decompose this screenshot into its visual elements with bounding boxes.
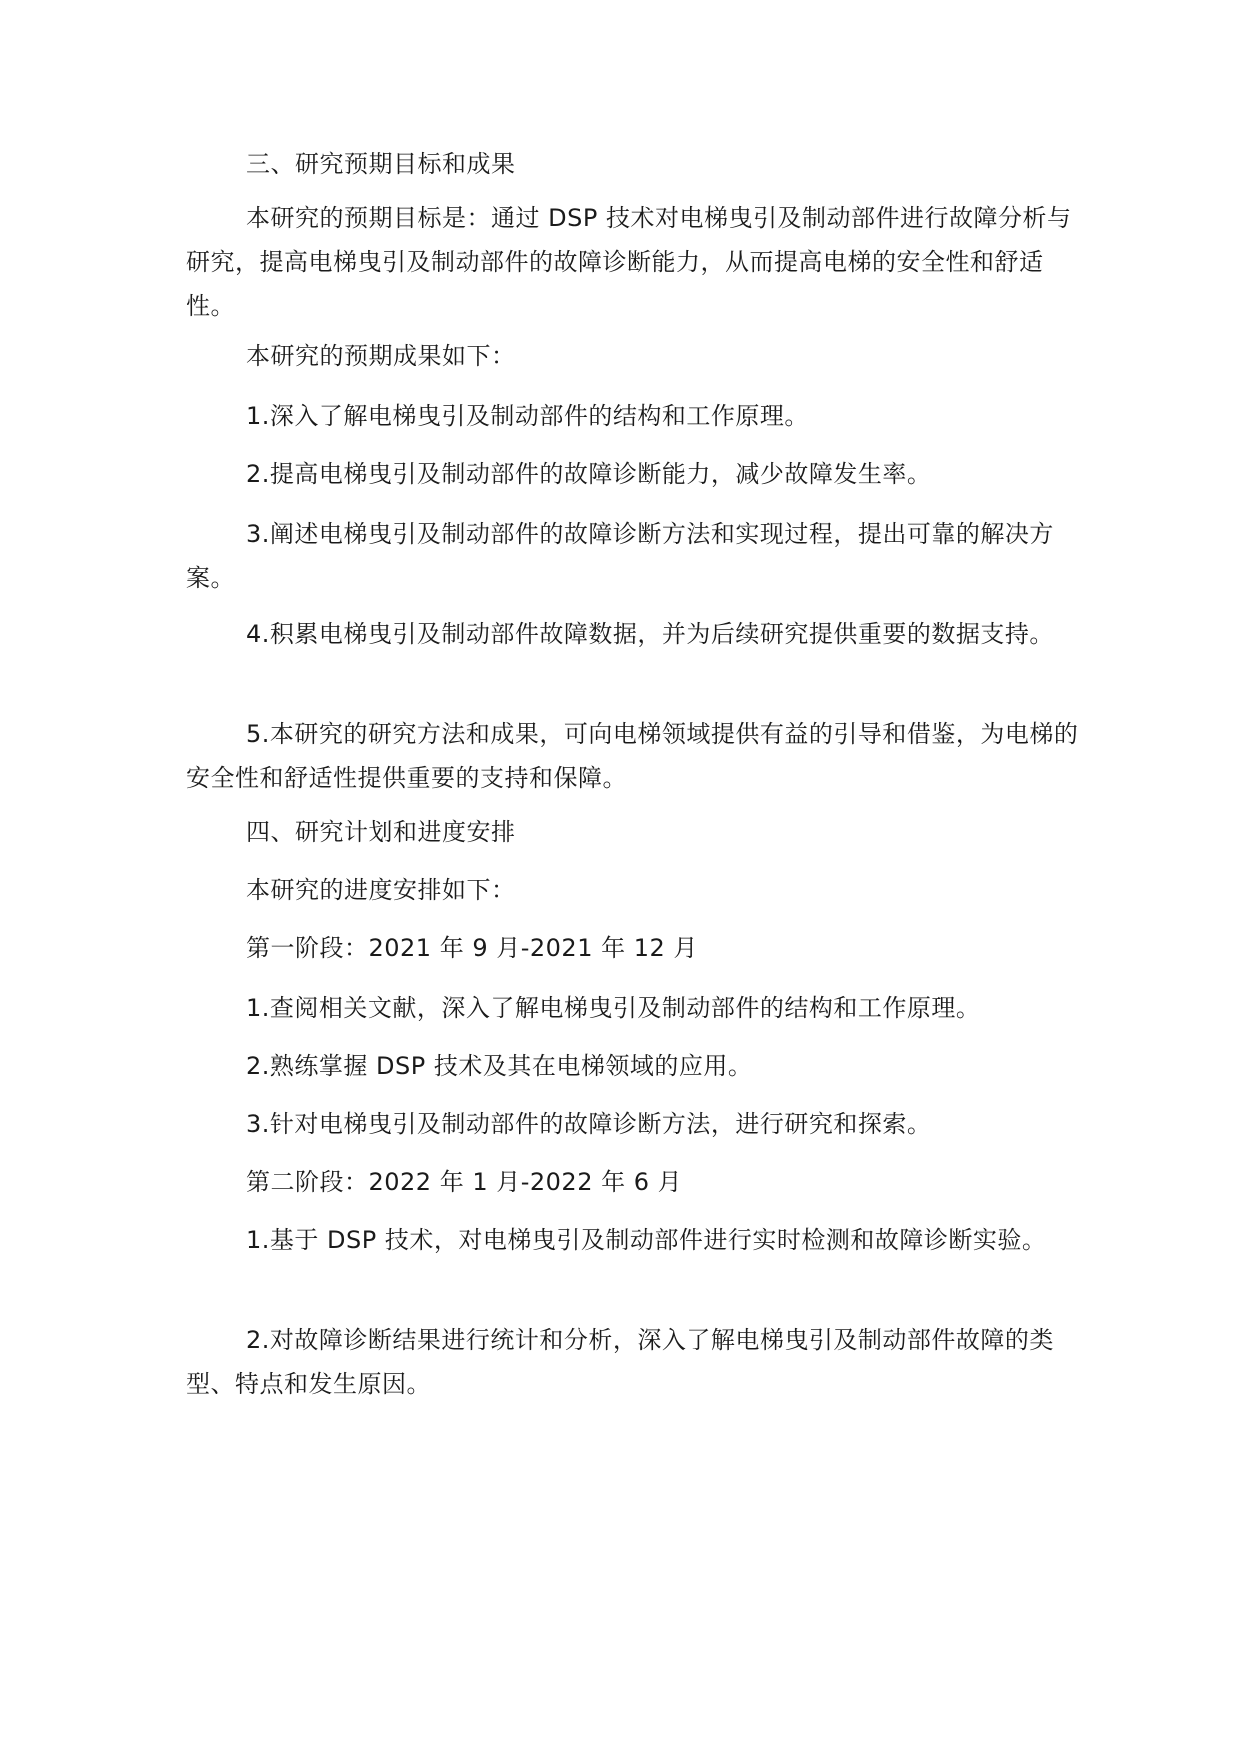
list-item-result-3: 3.阐述电梯曳引及制动部件的故障诊断方法和实现过程，提出可靠的解决方案。 bbox=[186, 520, 1054, 592]
section-heading-4: 四、研究计划和进度安排 bbox=[246, 818, 516, 846]
list-item-stage1-1: 1.查阅相关文献，深入了解电梯曳引及制动部件的结构和工作原理。 bbox=[246, 994, 981, 1022]
list-item-result-5: 5.本研究的研究方法和成果，可向电梯领域提供有益的引导和借鉴，为电梯的安全性和舒适性提供重要的支持和保障。 bbox=[186, 720, 1079, 792]
list-item-result-2: 2.提高电梯曳引及制动部件的故障诊断能力，减少故障发生率。 bbox=[246, 460, 932, 488]
section-heading-3: 三、研究预期目标和成果 bbox=[246, 150, 516, 178]
list-item-result-1: 1.深入了解电梯曳引及制动部件的结构和工作原理。 bbox=[246, 402, 809, 430]
list-item-result-4: 4.积累电梯曳引及制动部件故障数据，并为后续研究提供重要的数据支持。 bbox=[246, 620, 1054, 648]
list-item-stage1-3: 3.针对电梯曳引及制动部件的故障诊断方法，进行研究和探索。 bbox=[246, 1110, 932, 1138]
paragraph-expected-goal: 本研究的预期目标是：通过 DSP 技术对电梯曳引及制动部件进行故障分析与研究，提高电梯曳引及制动部件的故障诊断能力，从而提高电梯的安全性和舒适性。 bbox=[186, 204, 1072, 320]
paragraph-schedule-intro: 本研究的进度安排如下： bbox=[246, 876, 516, 904]
list-item-stage2-1: 1.基于 DSP 技术，对电梯曳引及制动部件进行实时检测和故障诊断实验。 bbox=[246, 1226, 1047, 1254]
stage-heading-1: 第一阶段：2021 年 9 月-2021 年 12 月 bbox=[246, 934, 698, 962]
paragraph-expected-results-intro: 本研究的预期成果如下： bbox=[246, 342, 516, 370]
list-item-stage2-2: 2.对故障诊断结果进行统计和分析，深入了解电梯曳引及制动部件故障的类型、特点和发生原因。 bbox=[186, 1326, 1054, 1398]
stage-heading-2: 第二阶段：2022 年 1 月-2022 年 6 月 bbox=[246, 1168, 683, 1196]
list-item-stage1-2: 2.熟练掌握 DSP 技术及其在电梯领域的应用。 bbox=[246, 1052, 753, 1080]
